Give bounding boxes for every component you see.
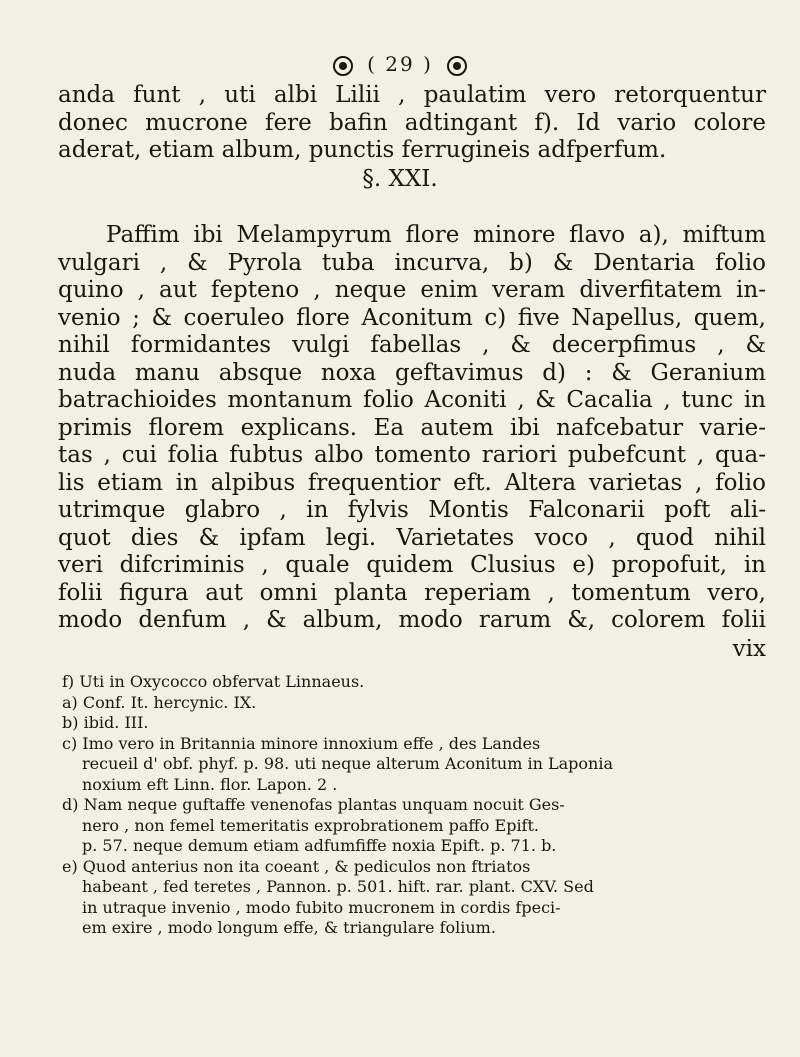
footnotes: [62, 672, 760, 939]
text-line: anda funt , uti albi Lilii , paulatim vero retorquentur: [58, 82, 766, 108]
footnote-line: p. 57. neque demum etiam adfumfiffe noxia Epift. p. 71. b.: [82, 836, 557, 855]
text-line: nuda manu absque noxa geftavimus d) : & Geranium: [58, 359, 766, 386]
footnote-line: habeant , fed teretes , Pannon. p. 501. hift. rar. plant. CXV. Sed: [82, 877, 594, 896]
footnote-line: c) Imo vero in Britannia minore innoxium effe , des Landes: [62, 733, 541, 753]
text-line: batrachioides montanum folio Aconiti , & Cacalia , tunc in: [58, 387, 766, 413]
text-line: veri difcriminis , quale quidem Clusius e) propofuit, in: [58, 552, 766, 578]
footnote-line: noxium eft Linn. flor. Lapon. 2 .: [82, 774, 338, 794]
text-line: venio ; & coeruleo flore Aconitum c) five Napellus, quem,: [58, 304, 766, 331]
text-line: vulgari , & Pyrola tuba incurva, b) & Dentaria folio: [58, 249, 766, 276]
text-line: Paffim ibi Melampyrum flore minore flavo a), miftum: [106, 222, 766, 248]
page-number: ( 29 ): [367, 52, 433, 76]
text-line: tas , cui folia fubtus albo tomento rariori pubefcunt , qua-: [58, 442, 766, 468]
footnote-line: em exire , modo longum effe, & triangulare folium.: [82, 918, 496, 937]
paragraph-2: [58, 222, 766, 635]
text-line: modo denfum , & album, modo rarum &, colorem folii: [58, 607, 766, 633]
footnote-line: b) ibid. III.: [62, 713, 149, 732]
section-heading: §. XXI.: [362, 166, 438, 192]
text-line: lis etiam in alpibus frequentior eft. Altera varietas , folio: [58, 469, 766, 496]
text-line: aderat, etiam album, punctis ferrugineis adfperfum.: [58, 137, 667, 163]
footnote-line: f) Uti in Oxycocco obfervat Linnaeus.: [62, 672, 365, 691]
text-line: quot dies & ipfam legi. Varietates voco , quod nihil: [58, 524, 766, 551]
page-header: [0, 52, 800, 76]
footnote-line: recueil d' obf. phyf. p. 98. uti neque alterum Aconitum in Laponia: [82, 754, 613, 773]
footnote-line: in utraque invenio , modo fubito mucronem in cordis fpeci-: [82, 897, 561, 917]
footnote-line: nero , non femel temeritatis exprobrationem paffo Epift.: [82, 815, 539, 835]
right-ornament-icon: [447, 56, 467, 76]
footnote-line: d) Nam neque guftaffe venenofas plantas unquam nocuit Ges-: [62, 795, 565, 814]
text-line: folii figura aut omni planta reperiam , tomentum vero,: [58, 579, 766, 606]
text-line: utrimque glabro , in fylvis Montis Falconarii poft ali-: [58, 497, 766, 523]
text-line: quino , aut fepteno , neque enim veram diverfitatem in-: [58, 277, 766, 303]
catchword: vix: [732, 636, 766, 662]
paragraph-1: [58, 82, 766, 165]
left-ornament-icon: [333, 56, 353, 76]
text-line: nihil formidantes vulgi fabellas , & decerpfimus , &: [58, 332, 766, 358]
text-line: primis florem explicans. Ea autem ibi nafcebatur varie-: [58, 414, 766, 441]
footnote-line: a) Conf. It. hercynic. IX.: [62, 692, 257, 712]
text-line: donec mucrone fere bafin adtingant f). Id vario colore: [58, 109, 766, 136]
footnote-line: e) Quod anterius non ita coeant , & pediculos non ftriatos: [62, 856, 531, 876]
